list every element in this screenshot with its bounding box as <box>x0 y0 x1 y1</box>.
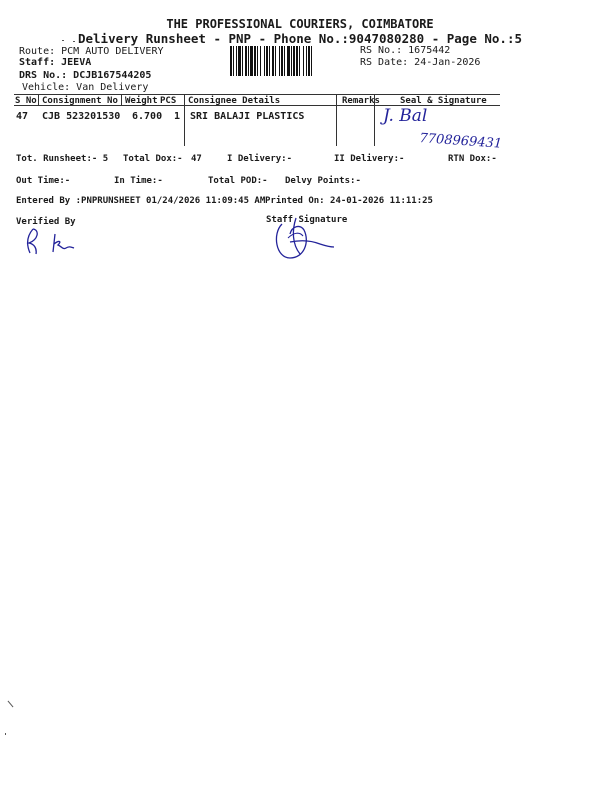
barcode-bar <box>250 46 253 76</box>
cell-consignee: SRI BALAJI PLASTICS <box>190 111 305 122</box>
barcode-bar <box>269 46 270 76</box>
col-header-consignment: Consignment No <box>42 96 118 106</box>
barcode-bar <box>284 46 285 76</box>
barcode-bar <box>233 46 234 76</box>
rs-number: RS No.: 1675442 <box>360 45 451 56</box>
scan-mark <box>5 733 6 735</box>
barcode-bar <box>236 46 237 76</box>
cell-sno: 47 <box>16 111 29 122</box>
total-dox-value: 47 <box>191 154 202 164</box>
handwritten-phone-number: 7708969431 <box>418 131 503 152</box>
col-header-weight: Weight <box>125 96 158 106</box>
barcode-bar <box>242 46 243 76</box>
barcode-bar <box>248 46 249 76</box>
barcode-bar <box>279 46 280 76</box>
barcode-bar <box>260 46 261 76</box>
barcode-bar <box>291 46 292 76</box>
barcode-bar <box>281 46 283 76</box>
entered-by: Entered By :PNPRUNSHEET 01/24/2026 11:09:45 AM <box>16 196 266 206</box>
barcode-bar <box>266 46 268 76</box>
total-dox-label: Total Dox:- <box>123 154 183 164</box>
barcode-bar <box>264 46 265 76</box>
column-divider <box>184 94 185 146</box>
barcode-image <box>230 46 356 76</box>
col-header-consignee: Consignee Details <box>188 96 281 106</box>
scan-mark <box>8 701 14 708</box>
column-divider <box>38 94 39 106</box>
company-title: THE PROFESSIONAL COURIERS, COIMBATORE <box>166 17 434 31</box>
rtn-dox: RTN Dox:- <box>448 154 497 164</box>
route-label: Route: PCM AUTO DELIVERY <box>19 46 164 57</box>
runsheet-subtitle: Delivery Runsheet - PNP - Phone No.:9047080280 - Page No.:5 <box>77 31 522 46</box>
cell-pcs: 1 <box>174 111 181 122</box>
barcode-bar <box>293 46 295 76</box>
i-delivery: I Delivery:- <box>227 154 293 164</box>
drs-number: DRS No.: DCJB167544205 <box>19 70 152 81</box>
in-time: In Time:- <box>114 176 163 186</box>
barcode-bar <box>245 46 247 76</box>
handwritten-receiver-signature: J. Bal <box>383 106 428 126</box>
table-top-border <box>14 94 500 95</box>
barcode-bar <box>275 46 276 76</box>
delvy-points: Delvy Points:- <box>285 176 361 186</box>
barcode-bar <box>230 46 232 76</box>
col-header-remarks: Remarks <box>342 96 380 106</box>
cell-weight: 6.700 <box>132 111 163 122</box>
barcode-bar <box>303 46 304 76</box>
total-pod: Total POD:- <box>208 176 268 186</box>
ii-delivery: II Delivery:- <box>334 154 405 164</box>
tot-runsheet: Tot. Runsheet:- 5 <box>16 154 109 164</box>
speck <box>62 40 64 41</box>
barcode-bar <box>306 46 307 76</box>
vehicle-label: Vehicle: Van Delivery <box>22 82 149 93</box>
cell-consignment: CJB 523201530 <box>42 111 121 122</box>
printed-on: Printed On: 24-01-2026 11:11:25 <box>265 196 433 206</box>
column-divider <box>336 94 337 146</box>
column-divider <box>121 94 122 106</box>
col-header-sno: S No <box>15 96 37 106</box>
rs-date: RS Date: 24-Jan-2026 <box>360 57 481 68</box>
barcode-bar <box>272 46 274 76</box>
barcode-bar <box>287 46 290 76</box>
barcode-bar <box>311 46 312 76</box>
verifier-signature <box>24 226 80 258</box>
staff-signature-label: Staff Signature <box>266 215 348 225</box>
barcode-bar <box>257 46 258 76</box>
barcode-bar <box>299 46 300 76</box>
col-header-pcs: PCS <box>160 96 177 106</box>
barcode-bar <box>238 46 241 76</box>
staff-label: Staff: JEEVA <box>19 57 92 68</box>
col-header-seal: Seal & Signature <box>400 96 487 106</box>
verified-by-label: Verified By <box>16 217 76 227</box>
barcode-bar <box>308 46 310 76</box>
speck <box>73 41 75 42</box>
barcode-bar <box>296 46 298 76</box>
staff-signature <box>270 214 336 264</box>
out-time: Out Time:- <box>16 176 71 186</box>
barcode-bar <box>254 46 256 76</box>
